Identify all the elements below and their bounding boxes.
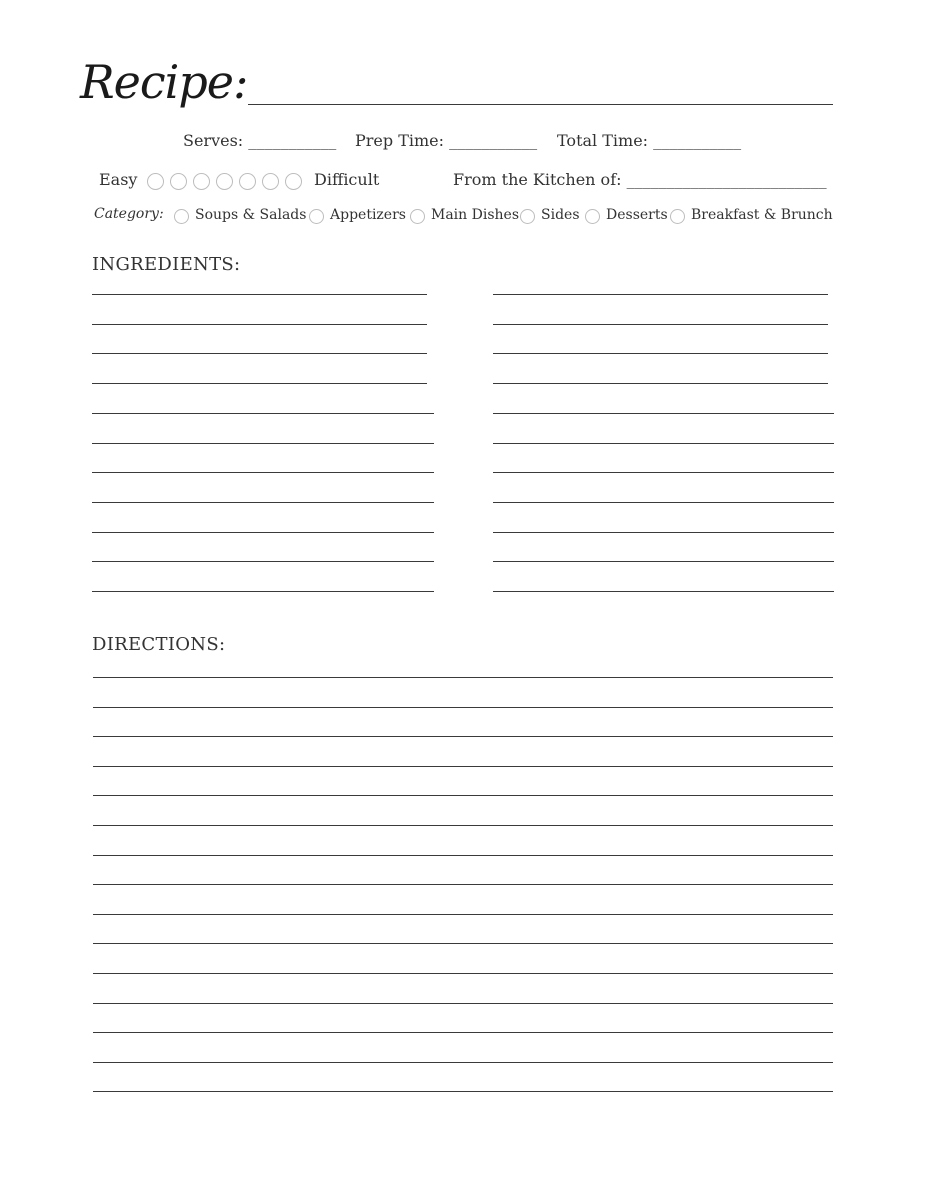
direction-line[interactable] [93,1062,833,1063]
ingredient-line[interactable] [92,353,427,354]
difficulty-circle-5[interactable] [239,173,256,190]
direction-line[interactable] [93,1003,833,1004]
category-option-label: Breakfast & Brunch [691,207,833,223]
total-time-label: Total Time: [557,131,649,150]
direction-line[interactable] [93,943,833,944]
direction-line[interactable] [93,914,833,915]
difficulty-circle-3[interactable] [193,173,210,190]
ingredient-line[interactable] [92,383,427,384]
total-time-field[interactable] [557,130,741,152]
ingredient-line[interactable] [92,472,434,473]
direction-line[interactable] [93,707,833,708]
serves-label: Serves: [183,131,244,150]
ingredient-line[interactable] [493,532,834,533]
category-checkbox-1[interactable] [174,209,189,224]
ingredient-line[interactable] [493,413,834,414]
category-label: Category: [94,206,164,222]
recipe-name-line[interactable] [248,104,833,105]
kitchen-blank: _________________________ [626,170,827,189]
category-checkbox-2[interactable] [309,209,324,224]
direction-line[interactable] [93,884,833,885]
category-option-label: Sides [541,207,580,223]
ingredient-line[interactable] [493,443,834,444]
ingredient-line[interactable] [92,561,434,562]
direction-line[interactable] [93,766,833,767]
ingredient-line[interactable] [493,472,834,473]
ingredient-line[interactable] [92,413,434,414]
category-option-label: Main Dishes [431,207,519,223]
category-option-label: Appetizers [330,207,406,223]
category-checkbox-3[interactable] [410,209,425,224]
ingredient-line[interactable] [493,561,834,562]
ingredient-line[interactable] [493,383,828,384]
ingredient-line[interactable] [92,443,434,444]
ingredient-line[interactable] [92,502,434,503]
direction-line[interactable] [93,795,833,796]
serves-field[interactable] [183,130,336,152]
prep-time-blank: ___________ [449,131,538,150]
category-option-label: Soups & Salads [195,207,307,223]
ingredient-line[interactable] [493,294,828,295]
category-checkbox-4[interactable] [520,209,535,224]
difficulty-circle-7[interactable] [285,173,302,190]
difficulty-circle-1[interactable] [147,173,164,190]
ingredient-line[interactable] [493,591,834,592]
category-option-label: Desserts [606,207,668,223]
easy-label: Easy [99,170,138,189]
direction-line[interactable] [93,973,833,974]
ingredient-line[interactable] [493,353,828,354]
kitchen-field[interactable] [453,169,827,191]
direction-line[interactable] [93,736,833,737]
ingredient-line[interactable] [92,294,427,295]
ingredient-line[interactable] [92,532,434,533]
kitchen-label: From the Kitchen of: [453,170,622,189]
prep-time-field[interactable] [355,130,537,152]
difficult-label: Difficult [314,170,380,189]
category-checkbox-5[interactable] [585,209,600,224]
difficulty-circle-2[interactable] [170,173,187,190]
category-checkbox-6[interactable] [670,209,685,224]
direction-line[interactable] [93,855,833,856]
ingredients-heading: INGREDIENTS: [92,254,241,275]
direction-line[interactable] [93,677,833,678]
direction-line[interactable] [93,1091,833,1092]
difficulty-circle-4[interactable] [216,173,233,190]
serves-blank: ___________ [248,131,337,150]
recipe-title: Recipe: [80,55,248,109]
direction-line[interactable] [93,825,833,826]
directions-heading: DIRECTIONS: [92,634,226,655]
total-time-blank: ___________ [653,131,742,150]
ingredient-line[interactable] [92,591,434,592]
ingredient-line[interactable] [493,502,834,503]
prep-time-label: Prep Time: [355,131,445,150]
ingredient-line[interactable] [92,324,427,325]
direction-line[interactable] [93,1032,833,1033]
ingredient-line[interactable] [493,324,828,325]
difficulty-circle-6[interactable] [262,173,279,190]
